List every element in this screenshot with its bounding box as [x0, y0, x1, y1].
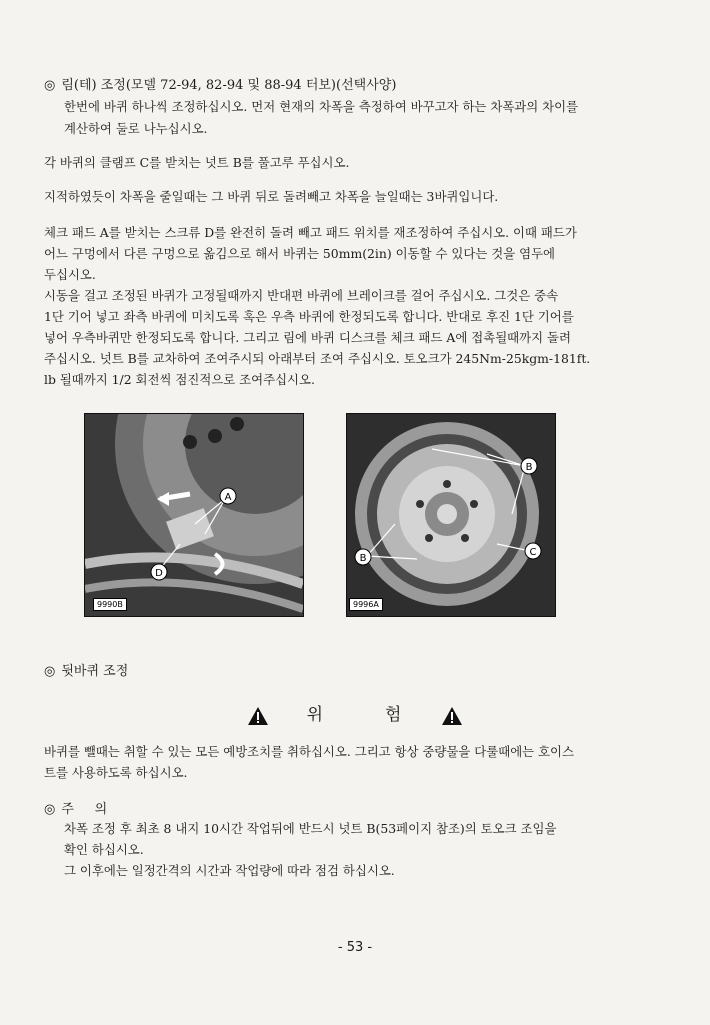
- warning-line-1: 바퀴를 뺄때는 취할 수 있는 모든 예방조치를 취하십시오. 그리고 항상 중량물을 다룰때에는 호이스: [44, 744, 574, 759]
- section-title: 뒷바퀴 조정: [61, 664, 129, 679]
- callout-c-label: C: [529, 547, 537, 558]
- paragraph-start-line-3: 넣어 우측바퀴만 한정되도록 합니다. 그리고 림에 바퀴 디스크를 체크 패드 A에 접촉될때까지 돌려: [44, 330, 571, 345]
- paragraph-check-pad-line-3: 두십시오.: [44, 267, 96, 282]
- warning-triangle-icon: [247, 706, 269, 726]
- paragraph-start-line-1: 시동을 걸고 조정된 바퀴가 고정될때까지 반대편 바퀴에 브레이크를 걸어 주십시오. 그것은 중속: [44, 288, 559, 303]
- callout-b-top-label: B: [525, 462, 533, 473]
- callout-b-left-label: B: [359, 553, 367, 564]
- paragraph-check-pad-line-1: 체크 패드 A를 받치는 스크류 D를 완전히 돌려 빼고 패드 위치를 재조정하여 주십시오. 이때 패드가: [44, 225, 577, 240]
- section-rim-line-1: 한번에 바퀴 하나씩 조정하십시오. 먼저 현재의 차폭을 측정하여 바꾸고자 하는 차폭과의 차이를: [64, 99, 579, 114]
- bullet-icon: ◎: [44, 802, 56, 817]
- warning-line-2: 트를 사용하도록 하십시오.: [44, 765, 188, 780]
- photo-rim-nuts-clamp-illustration: [347, 414, 555, 616]
- warning-heading: [0, 700, 710, 726]
- note-title: 주 의: [61, 802, 108, 817]
- photo-rim-nuts-clamp: [346, 413, 556, 617]
- warning-word-2: 험: [385, 705, 404, 725]
- warning-word-1: 위: [306, 705, 325, 725]
- photo-rim-check-pad-illustration: [85, 414, 303, 616]
- bullet-icon: ◎: [44, 664, 56, 679]
- note-line-1: 차폭 조정 후 최초 8 내지 10시간 작업뒤에 반드시 넛트 B(53페이지 참조)의 토오크 조임을: [64, 821, 557, 836]
- paragraph-check-pad-line-2: 어느 구멍에서 다른 구멍으로 옮김으로 해서 바퀴는 50mm(2in) 이동할 수 있다는 것을 염두에: [44, 246, 556, 261]
- section-rear-wheel-heading: [44, 660, 666, 683]
- callout-a-label: A: [224, 492, 232, 503]
- paragraph-width-change: 지적하였듯이 차폭을 줄일때는 그 바퀴 뒤로 돌려빼고 차폭을 늘일때는 3바퀴입니다.: [44, 189, 499, 204]
- photo-caption-9990b: 9990B: [93, 598, 127, 611]
- page-number: - 53 -: [337, 940, 373, 955]
- section-rim-adjustment-heading: [44, 74, 666, 97]
- photo-caption-9996a: 9996A: [349, 598, 383, 611]
- warning-triangle-icon: [441, 706, 463, 726]
- callout-d-label: D: [155, 568, 163, 579]
- note-line-2: 확인 하십시오.: [64, 842, 144, 857]
- note-line-3: 그 이후에는 일정간격의 시간과 작업량에 따라 점검 하십시오.: [64, 863, 395, 878]
- paragraph-clamp: 각 바퀴의 클램프 C를 받치는 넛트 B를 풀고루 푸십시오.: [44, 155, 350, 170]
- photo-rim-check-pad: [84, 413, 304, 617]
- paragraph-start-line-5: lb 될때까지 1/2 회전씩 점진적으로 조여주십시오.: [44, 372, 315, 387]
- paragraph-start-line-4: 주십시오. 넛트 B를 교차하여 조여주시되 아래부터 조여 주십시오. 토오크가 245Nm-25kgm-181ft.: [44, 351, 591, 366]
- paragraph-start-line-2: 1단 기어 넣고 좌측 바퀴에 미치도록 혹은 우측 바퀴에 한정되도록 합니다. 반대로 후진 1단 기어를: [44, 309, 574, 324]
- bullet-icon: ◎: [44, 78, 56, 93]
- section-rim-line-2: 계산하여 둘로 나누십시오.: [64, 121, 208, 136]
- section-title: 림(테) 조정(모델 72-94, 82-94 및 88-94 터보)(선택사양): [61, 78, 397, 93]
